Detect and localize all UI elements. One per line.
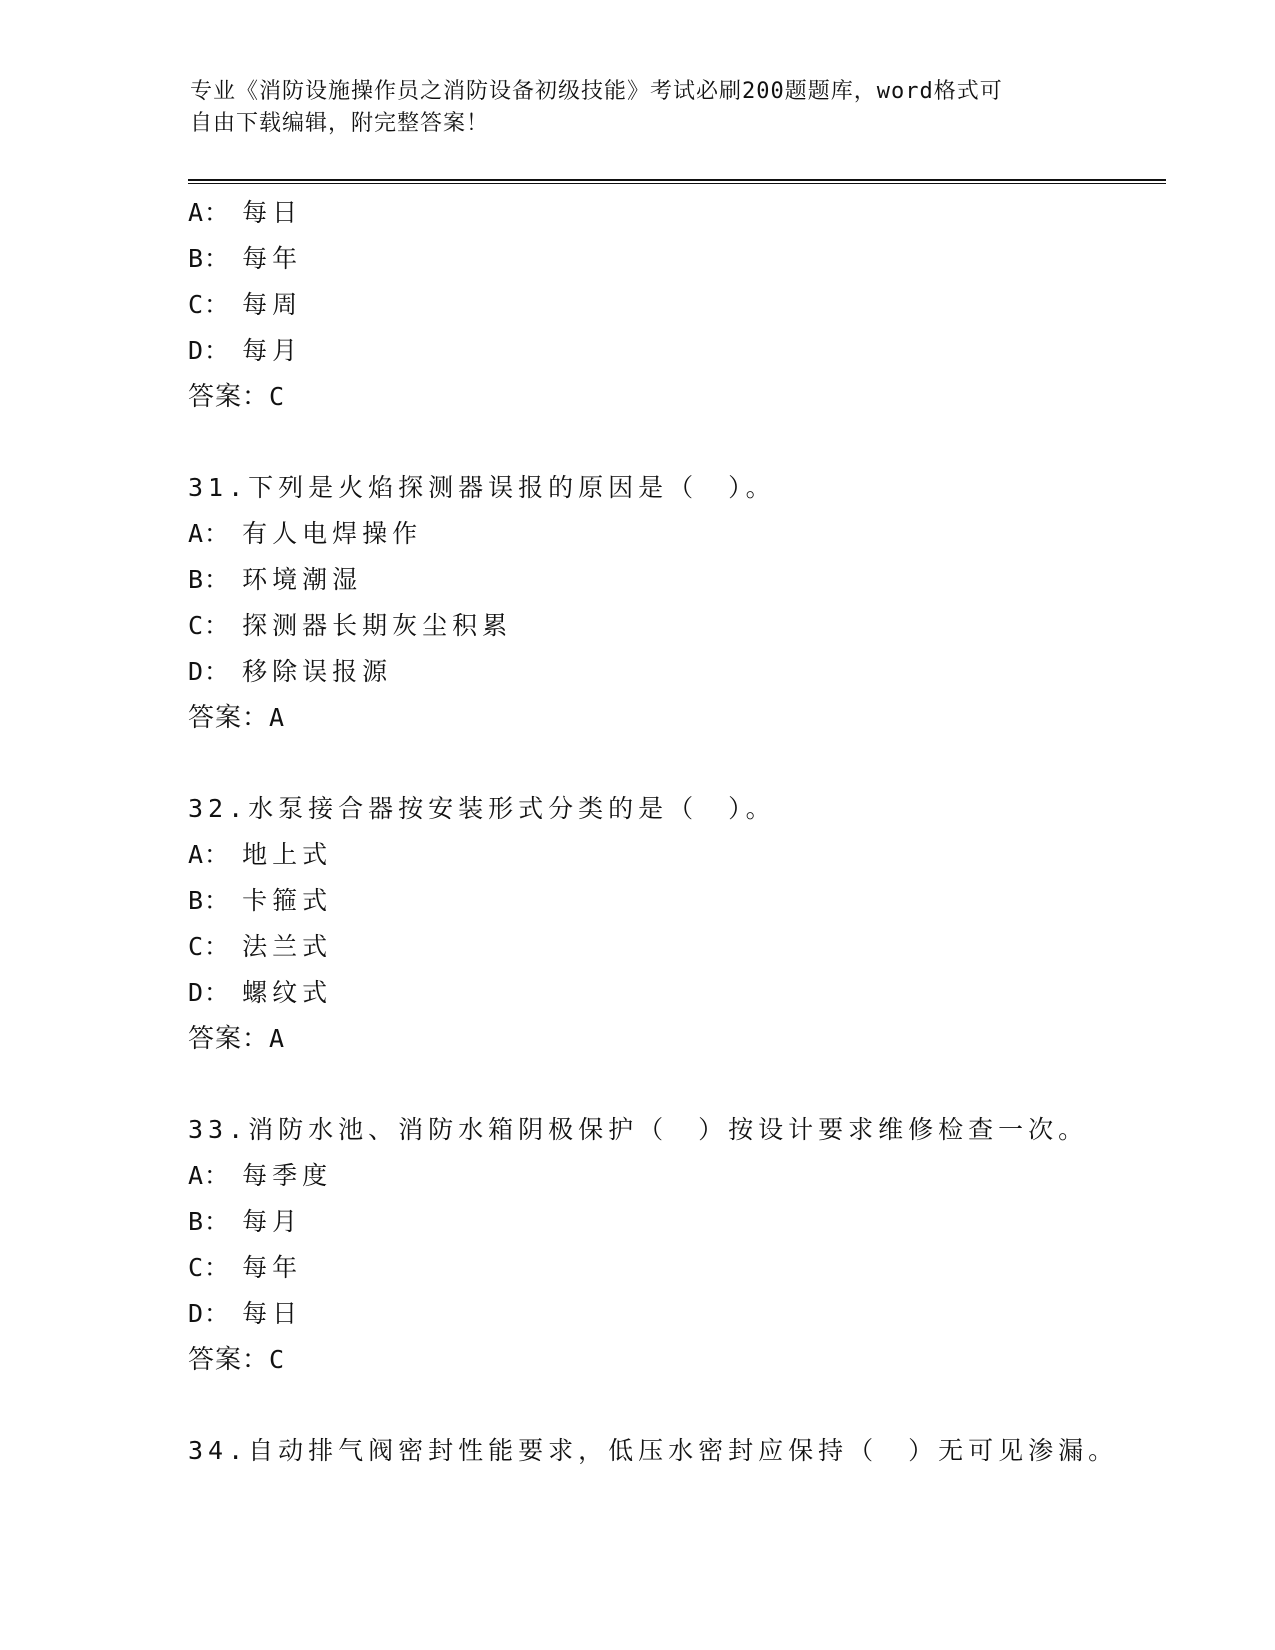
header-title-line-1: 专业《消防设施操作员之消防设备初级技能》考试必刷200题题库，word格式可 <box>190 79 1003 104</box>
question-30-continued <box>188 190 1168 420</box>
question-32 <box>188 786 1168 1062</box>
option-a: A： 每季度 <box>188 1161 333 1190</box>
question-stem: 34.自动排气阀密封性能要求，低压水密封应保持（ ）无可见渗漏。 <box>188 1436 1119 1465</box>
question-stem: 33.消防水池、消防水箱阴极保护（ ）按设计要求维修检查一次。 <box>188 1115 1089 1144</box>
option-a: A： 地上式 <box>188 840 333 869</box>
option-b: B： 卡箍式 <box>188 886 333 915</box>
question-stem: 32.水泵接合器按安装形式分类的是（ ）。 <box>188 794 776 823</box>
question-34 <box>188 1428 1168 1474</box>
document-header <box>190 76 1090 140</box>
question-list <box>188 190 1168 1474</box>
header-title-line-2: 自由下载编辑，附完整答案！ <box>190 111 490 136</box>
header-divider <box>188 179 1166 184</box>
option-d: D： 螺纹式 <box>188 978 333 1007</box>
option-d: D： 每日 <box>188 1299 303 1328</box>
option-b: B： 每月 <box>188 1207 303 1236</box>
answer-line: 答案：A <box>188 1024 286 1054</box>
answer-line: 答案：C <box>188 1345 286 1375</box>
question-stem: 31.下列是火焰探测器误报的原因是（ ）。 <box>188 473 776 502</box>
option-b: B： 每年 <box>188 244 303 273</box>
answer-line: 答案：C <box>188 382 286 412</box>
option-c: C： 探测器长期灰尘积累 <box>188 611 513 640</box>
option-a: A： 每日 <box>188 198 303 227</box>
option-c: C： 法兰式 <box>188 932 333 961</box>
option-d: D： 每月 <box>188 336 303 365</box>
option-d: D： 移除误报源 <box>188 657 393 686</box>
option-b: B： 环境潮湿 <box>188 565 363 594</box>
question-31 <box>188 465 1168 741</box>
question-33 <box>188 1107 1168 1383</box>
option-c: C： 每年 <box>188 1253 303 1282</box>
answer-line: 答案：A <box>188 703 286 733</box>
option-a: A： 有人电焊操作 <box>188 519 423 548</box>
option-c: C： 每周 <box>188 290 303 319</box>
